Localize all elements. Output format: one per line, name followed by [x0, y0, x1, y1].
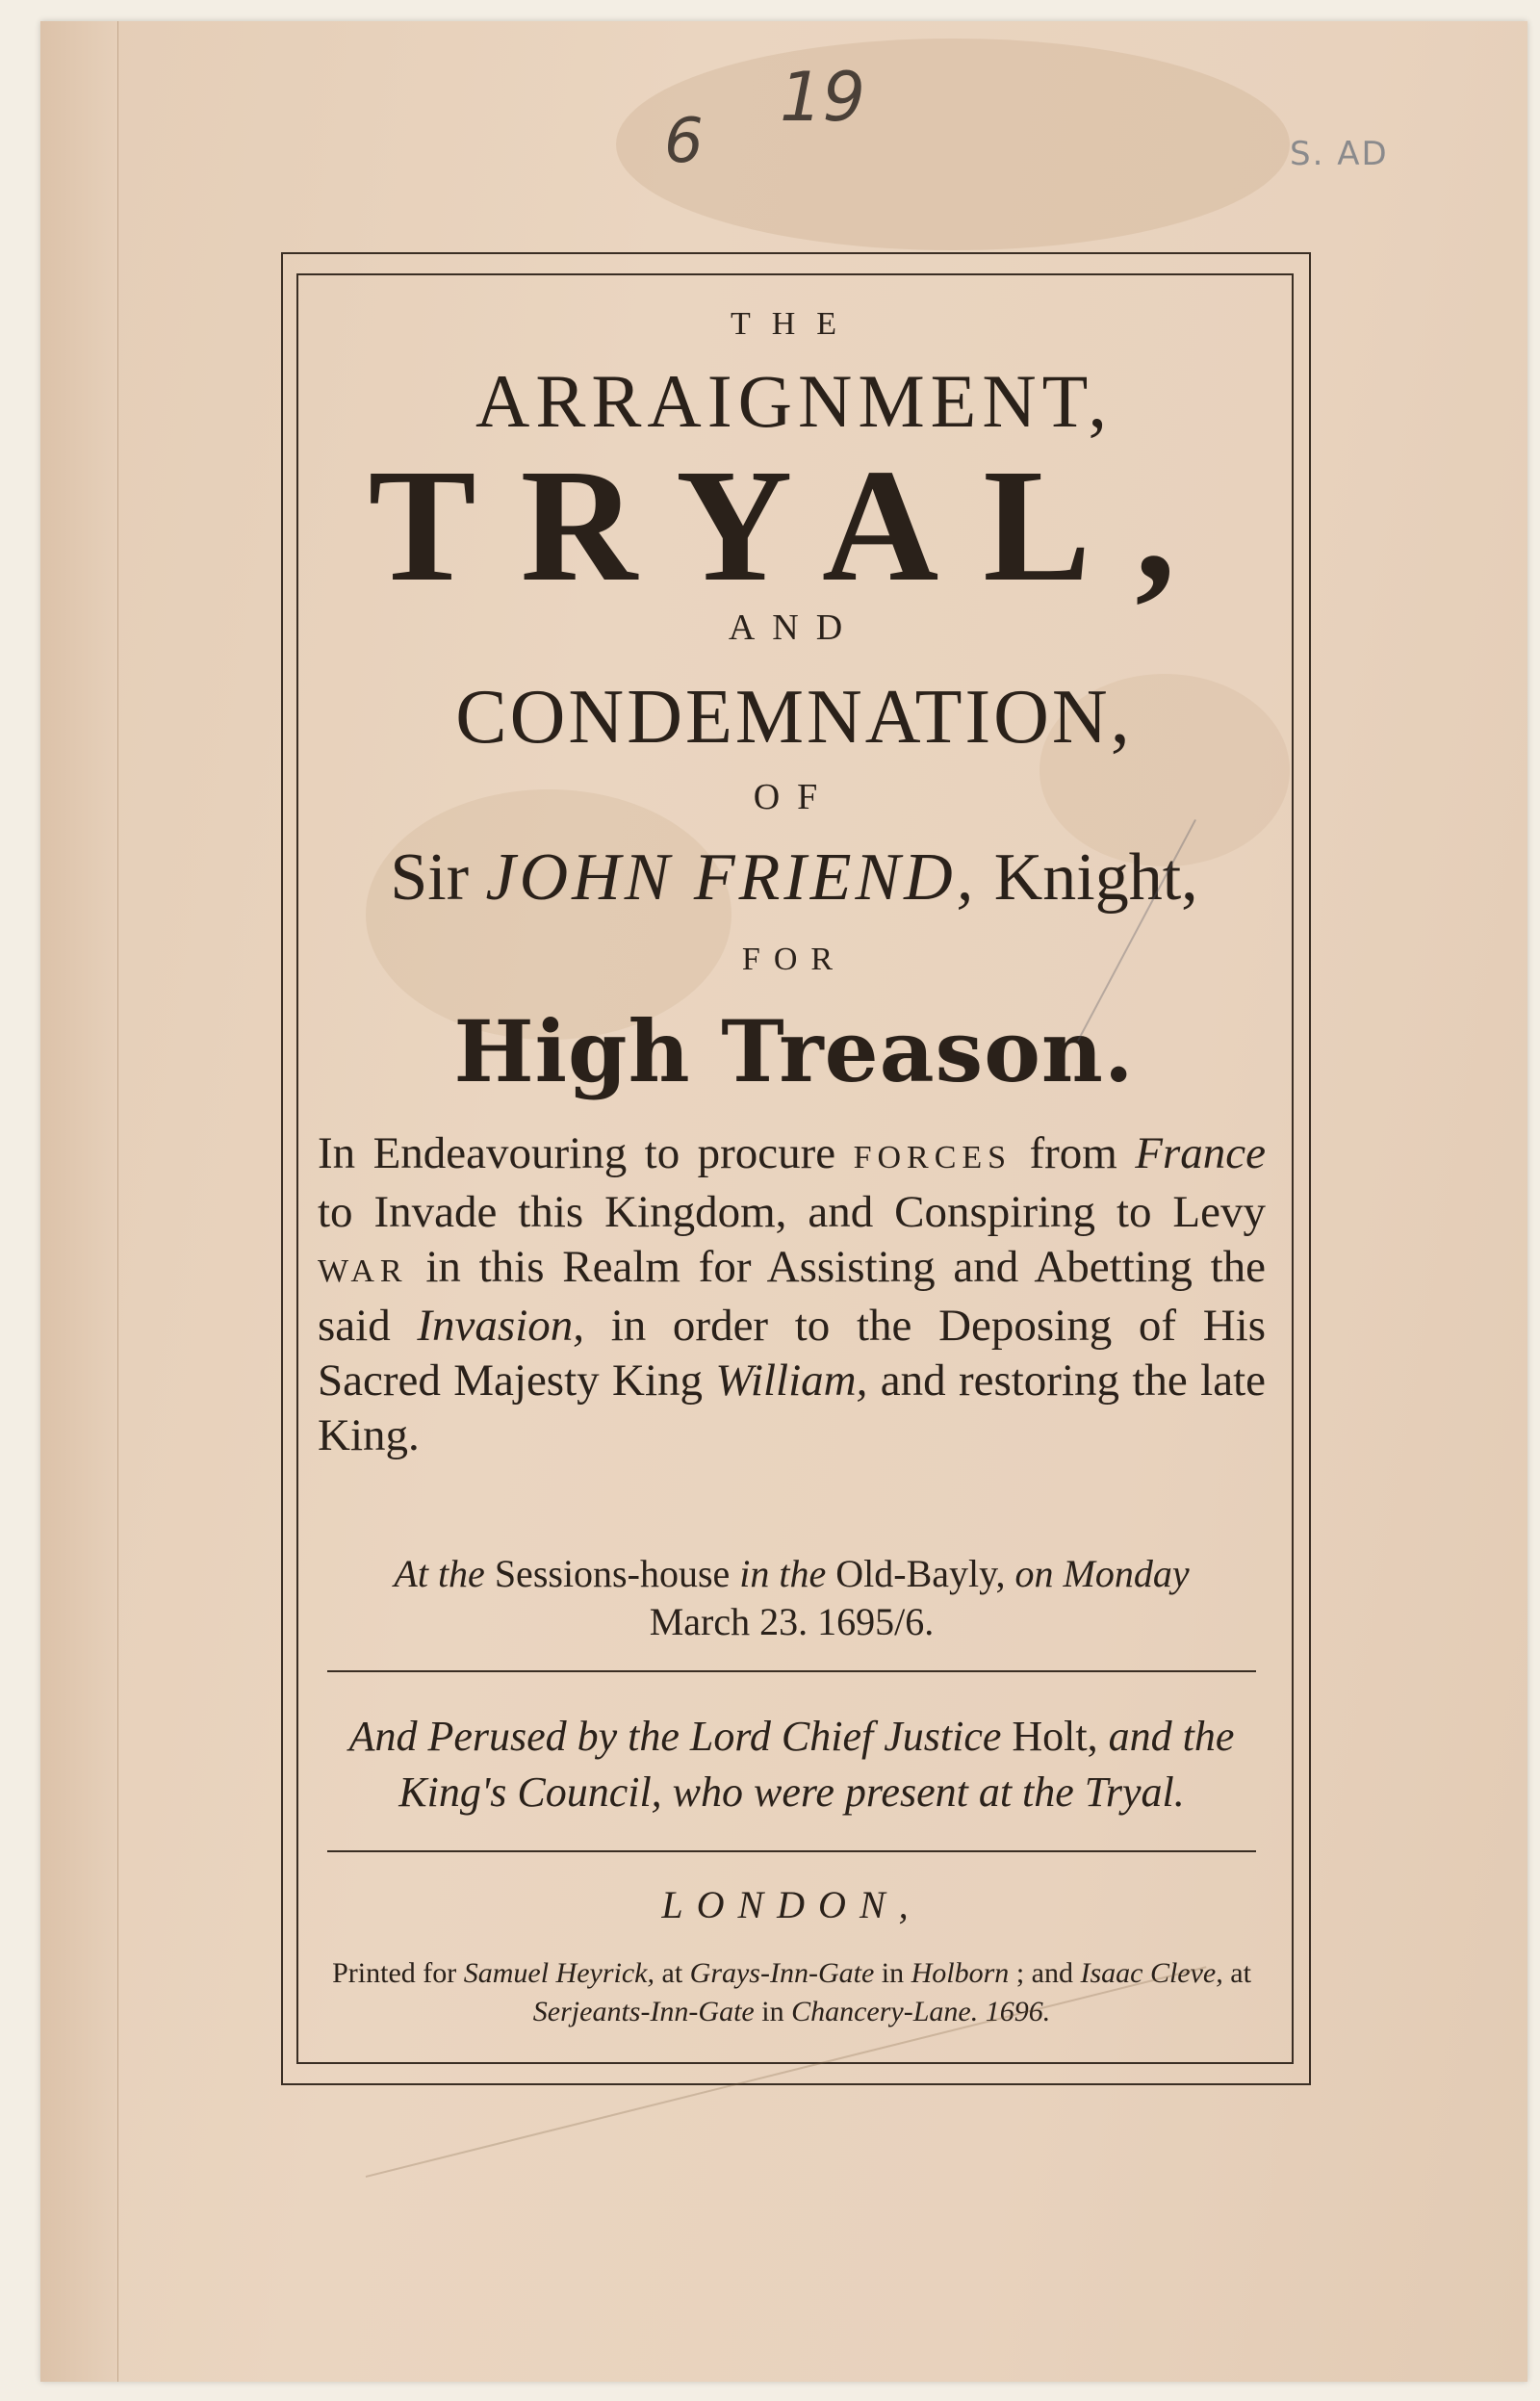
body-part: In Endeavouring to procure	[318, 1128, 836, 1178]
imprint-isaac: Isaac Cleve,	[1080, 1957, 1223, 1989]
body-part: and restoring the late King.	[318, 1355, 1266, 1460]
title-for: FOR	[741, 942, 847, 977]
sessions-in: in the	[739, 1552, 827, 1595]
sessions-on: on Monday	[1014, 1552, 1190, 1595]
body-william: William,	[715, 1355, 868, 1406]
perused-holt: Holt,	[1012, 1713, 1098, 1760]
title-and: AND	[728, 607, 860, 648]
body-part: from	[1029, 1128, 1117, 1178]
imprint-chancery: Chancery-Lane.	[791, 1996, 979, 2027]
divider-rule	[327, 1850, 1256, 1852]
body-forces: FORCES	[853, 1140, 1013, 1175]
imprint-details	[318, 1954, 1266, 2031]
body-part: in this Realm for Assisting and Abetting the said	[318, 1242, 1267, 1351]
imprint-part: at	[1230, 1957, 1251, 1989]
charge-description	[318, 1126, 1266, 1463]
title-the: THE	[730, 306, 859, 342]
defendant-name	[298, 839, 1290, 917]
imprint-serjeants: Serjeants-Inn-Gate	[532, 1996, 755, 2027]
body-part: to Invade this Kingdom, and Conspiring to Levy	[318, 1187, 1266, 1237]
imprint-part: in	[761, 1996, 784, 2027]
shelf-mark: S. AD	[1290, 135, 1389, 173]
imprint-part: at	[661, 1957, 683, 1989]
body-war: WAR	[318, 1253, 408, 1289]
name-prefix: Sir	[390, 840, 470, 915]
sessions-date: March 23. 1695/6.	[649, 1600, 935, 1643]
imprint-london: LONDON,	[661, 1883, 922, 1926]
stain	[616, 39, 1290, 250]
title-tryal: TRYAL,	[368, 436, 1220, 615]
perused-a: And Perused by the Lord Chief Justice	[348, 1713, 1002, 1760]
title-charge: High Treason.	[453, 1001, 1135, 1101]
sessions-house: Sessions-house	[494, 1552, 731, 1595]
page-spine	[40, 21, 118, 2382]
body-france: France	[1135, 1128, 1267, 1178]
imprint-year: 1696.	[985, 1996, 1051, 2027]
imprint-part: Printed for	[332, 1957, 457, 1989]
sessions-at: At the	[394, 1552, 485, 1595]
sessions-line	[318, 1550, 1266, 1646]
title-arraignment: ARRAIGNMENT,	[475, 359, 1114, 443]
divider-rule	[327, 1670, 1256, 1672]
title-of: OF	[753, 777, 835, 817]
imprint-part: ; and	[1015, 1957, 1073, 1989]
perused-b: and the King's Council, who were present at the Tryal.	[398, 1713, 1235, 1816]
name-main: JOHN FRIEND,	[485, 840, 978, 915]
pencil-note-6: 6	[664, 106, 704, 177]
imprint-part: in	[881, 1957, 905, 1989]
pencil-note-19: 19	[780, 58, 866, 137]
imprint-samuel: Samuel Heyrick,	[463, 1957, 654, 1989]
body-part: in order to the Deposing of His Sacred Majesty King	[318, 1301, 1266, 1406]
perused-line	[318, 1709, 1266, 1820]
body-invasion: Invasion,	[417, 1301, 585, 1351]
imprint-grays: Grays-Inn-Gate	[689, 1957, 875, 1989]
imprint-holborn: Holborn	[911, 1957, 1010, 1989]
name-suffix: Knight,	[993, 840, 1198, 915]
sessions-place: Old-Bayly,	[835, 1552, 1006, 1595]
title-condemnation: CONDEMNATION,	[455, 675, 1133, 760]
